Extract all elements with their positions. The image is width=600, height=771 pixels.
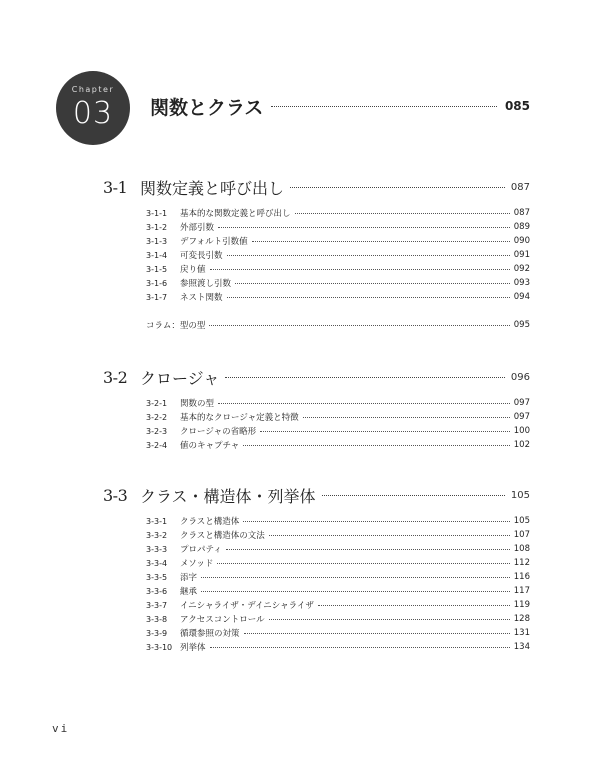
toc-item[interactable] [146,424,530,438]
item-title: 基本的なクロージャ定義と特徴 [180,413,299,423]
item-page: 087 [513,208,530,218]
toc-item[interactable] [146,640,530,654]
item-page: 094 [513,292,530,302]
leader-dots [271,106,497,107]
toc-item[interactable] [146,220,530,234]
section-3-3[interactable] [103,484,530,506]
item-title: クラスと構造体 [180,517,240,527]
toc-item[interactable] [146,262,530,276]
toc-item[interactable] [146,612,530,626]
column-title: コラム：型の型 [146,321,206,331]
toc-item[interactable] [146,556,530,570]
section-3-1[interactable] [103,176,530,198]
item-title: クラスと構造体の文法 [180,531,265,541]
chapter-badge [56,71,130,145]
item-number: 3-1-3 [146,236,168,246]
leader-dots [252,241,510,242]
chapter-title: 関数とクラス [150,96,264,119]
item-page: 117 [513,586,530,596]
item-number: 3-2-1 [146,398,168,408]
leader-dots [322,495,505,496]
leader-dots [225,377,505,378]
toc-item[interactable] [146,514,530,528]
item-title: イニシャライザ・デイニシャライザ [180,601,314,611]
toc-item[interactable] [146,410,530,424]
leader-dots [290,187,505,188]
column-page: 095 [513,320,530,330]
item-page: 102 [513,440,530,450]
toc-item[interactable] [146,584,530,598]
item-number: 3-3-5 [146,572,168,582]
toc-item[interactable] [146,206,530,220]
leader-dots [269,535,510,536]
leader-dots [227,297,510,298]
leader-dots [218,227,510,228]
item-number: 3-1-4 [146,250,168,260]
item-number: 3-2-2 [146,412,168,422]
chapter-number: 03 [72,96,114,131]
item-number: 3-1-1 [146,208,168,218]
toc-item[interactable] [146,318,530,332]
toc-list-3-3 [146,514,530,654]
chapter-heading[interactable] [150,94,530,118]
leader-dots [260,431,510,432]
item-title: 可変長引数 [180,251,223,261]
toc-list-3-2 [146,396,530,452]
chapter-page: 085 [504,99,530,113]
item-number: 3-3-9 [146,628,168,638]
section-3-2[interactable] [103,366,530,388]
item-page: 100 [513,426,530,436]
section-page: 096 [510,371,530,383]
column-entry[interactable] [146,318,530,332]
toc-item[interactable] [146,234,530,248]
leader-dots [318,605,510,606]
toc-item[interactable] [146,598,530,612]
item-number: 3-2-4 [146,440,168,450]
item-page: 112 [513,558,530,568]
item-title: 基本的な関数定義と呼び出し [180,209,291,219]
item-title: デフォルト引数値 [180,237,248,247]
section-title: クラス・構造体・列挙体 [140,486,316,506]
leader-dots [243,445,510,446]
item-number: 3-1-2 [146,222,168,232]
leader-dots [210,647,510,648]
leader-dots [303,417,510,418]
item-page: 097 [513,398,530,408]
item-page: 108 [513,544,530,554]
leader-dots [201,591,510,592]
item-number: 3-1-6 [146,278,168,288]
toc-item[interactable] [146,276,530,290]
item-title: プロパティ [180,545,222,555]
toc-item[interactable] [146,248,530,262]
item-title: 値のキャプチャ [180,441,240,451]
item-page: 092 [513,264,530,274]
leader-dots [235,283,510,284]
item-number: 3-1-7 [146,292,168,302]
toc-item[interactable] [146,290,530,304]
item-title: 戻り値 [180,265,206,275]
toc-list-3-1 [146,206,530,304]
item-page: 105 [513,516,530,526]
leader-dots [295,213,510,214]
item-title: 参照渡し引数 [180,279,232,289]
item-number: 3-3-1 [146,516,168,526]
item-number: 3-3-7 [146,600,168,610]
item-title: ネスト関数 [180,293,223,303]
leader-dots [209,325,509,326]
item-number: 3-3-4 [146,558,168,568]
item-page: 119 [513,600,530,610]
page-folio: vi [52,722,70,735]
item-title: 外部引数 [180,223,215,233]
leader-dots [218,403,510,404]
item-page: 090 [513,236,530,246]
leader-dots [210,269,510,270]
item-page: 128 [513,614,530,624]
item-page: 107 [513,530,530,540]
leader-dots [244,633,510,634]
section-page: 087 [510,181,530,193]
section-title: クロージャ [140,368,220,388]
item-page: 131 [513,628,530,638]
toc-item[interactable] [146,542,530,556]
item-number: 3-3-2 [146,530,168,540]
item-page: 097 [513,412,530,422]
section-number: 3-2 [103,367,128,387]
leader-dots [226,549,510,550]
leader-dots [201,577,510,578]
item-title: 列挙体 [180,643,206,653]
toc-item[interactable] [146,528,530,542]
item-page: 091 [513,250,530,260]
item-number: 3-2-3 [146,426,168,436]
toc-item[interactable] [146,438,530,452]
item-page: 093 [513,278,530,288]
item-title: クロージャの省略形 [180,427,257,437]
item-number: 3-3-6 [146,586,168,596]
item-title: メソッド [180,559,214,569]
item-page: 134 [513,642,530,652]
item-title: 循環参照の対策 [180,629,240,639]
section-page: 105 [510,489,530,501]
item-title: アクセスコントロール [180,615,265,625]
toc-item[interactable] [146,570,530,584]
chapter-label: Chapter [71,85,115,94]
item-number: 3-1-5 [146,264,168,274]
toc-item[interactable] [146,396,530,410]
item-number: 3-3-8 [146,614,168,624]
leader-dots [227,255,510,256]
toc-item[interactable] [146,626,530,640]
item-number: 3-3-10 [146,642,173,652]
leader-dots [217,563,509,564]
item-page: 116 [513,572,530,582]
item-title: 継承 [180,587,198,597]
item-title: 添字 [180,573,198,583]
item-title: 関数の型 [180,399,215,409]
section-number: 3-1 [103,177,128,197]
leader-dots [243,521,510,522]
leader-dots [269,619,510,620]
item-number: 3-3-3 [146,544,168,554]
item-page: 089 [513,222,530,232]
section-number: 3-3 [103,485,128,505]
section-title: 関数定義と呼び出し [140,178,285,198]
